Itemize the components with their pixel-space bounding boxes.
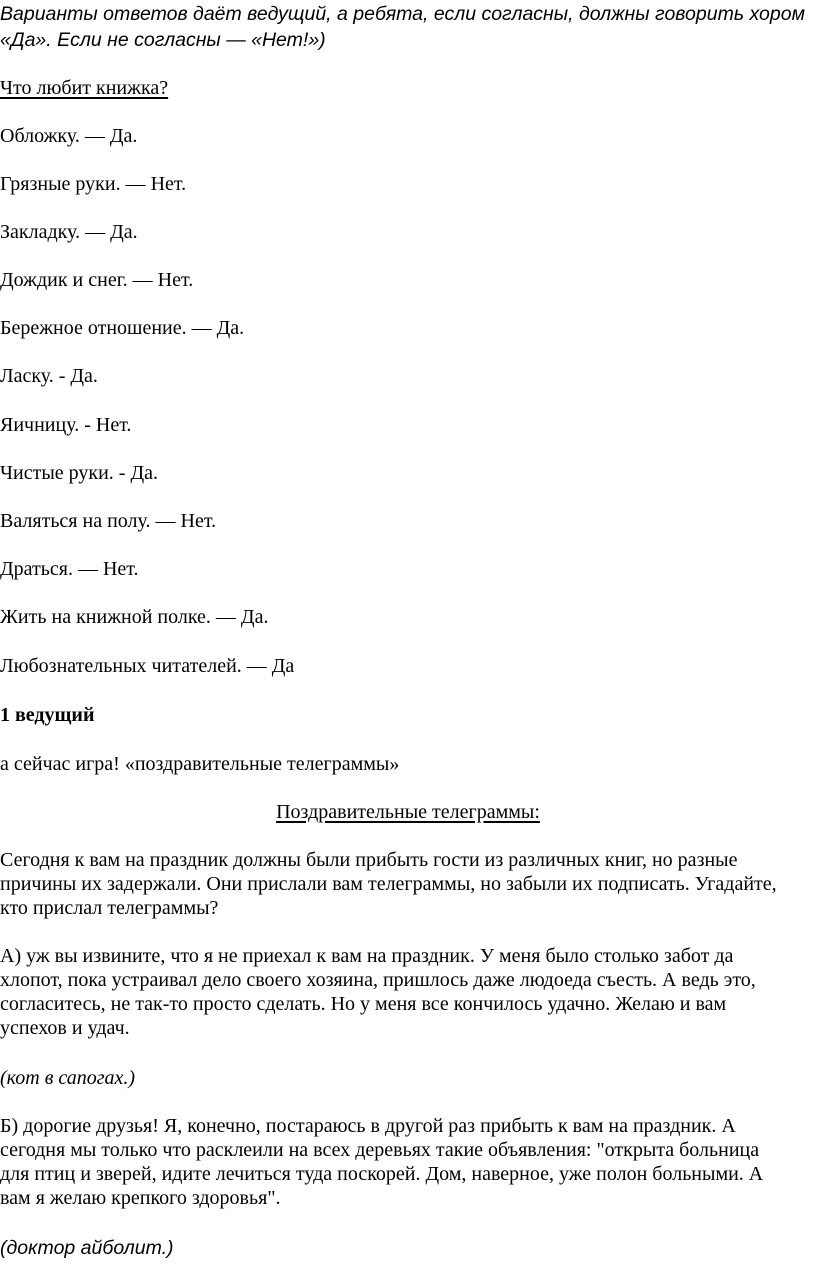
- paragraph-line: сегодня мы только что расклеили на всех деревьях такие объявления: "открыта больница: [0, 1139, 760, 1161]
- answer-item: Обложку. — Да.: [0, 125, 138, 147]
- answer-item: Яичницу. - Нет.: [0, 414, 132, 436]
- answer-item: Любознательных читателей. — Да: [0, 655, 295, 677]
- answer-a: (кот в сапогах.): [0, 1067, 136, 1089]
- answer-item: Бережное отношение. — Да.: [0, 317, 245, 339]
- paragraph-line: успехов и удач.: [0, 1017, 130, 1039]
- intro-line-1: Варианты ответов даёт ведущий, а ребята, если согласны, должны говорить хором: [0, 3, 805, 25]
- answer-item: Жить на книжной полке. — Да.: [0, 606, 269, 628]
- telegram-b-paragraph: [0, 1114, 816, 1210]
- answer-b: (доктор айболит.): [0, 1237, 174, 1259]
- question-heading: Что любит книжка?: [0, 77, 169, 99]
- paragraph-line: Сегодня к вам на праздник должны были прибыть гости из различных книг, но разные: [0, 849, 738, 871]
- paragraph-line: для птиц и зверей, идите лечиться туда поскорей. Дом, наверное, уже полон больными. А: [0, 1163, 764, 1185]
- answer-item: Закладку. — Да.: [0, 221, 138, 243]
- answer-item: Грязные руки. — Нет.: [0, 173, 187, 195]
- paragraph-line: Б) дорогие друзья! Я, конечно, постараюсь в другой раз прибыть к вам на праздник. А: [0, 1115, 736, 1137]
- answer-item: Драться. — Нет.: [0, 558, 139, 580]
- answer-item: Дождик и снег. — Нет.: [0, 269, 194, 291]
- game-announcement: а сейчас игра! «поздравительные телеграммы»: [0, 753, 400, 775]
- answer-item: Ласку. - Да.: [0, 365, 98, 387]
- paragraph-line: хлопот, пока устраивал дело своего хозяина, пришлось даже людоеда съесть. А ведь это,: [0, 969, 756, 991]
- paragraph-line: А) уж вы извините, что я не приехал к вам на праздник. У меня было столько забот да: [0, 945, 734, 967]
- paragraph-line: кто прислал телеграммы?: [0, 897, 219, 919]
- paragraph-line: согласитесь, не так-то просто сделать. Но у меня все кончилось удачно. Желаю и вам: [0, 993, 727, 1015]
- answer-item: Валяться на полу. — Нет.: [0, 510, 217, 532]
- answer-item: Чистые руки. - Да.: [0, 462, 158, 484]
- paragraph-line: вам я желаю крепкого здоровья".: [0, 1187, 281, 1209]
- section-title: Поздравительные телеграммы:: [276, 801, 540, 823]
- telegram-intro-paragraph: [0, 848, 816, 920]
- paragraph-line: причины их задержали. Они прислали вам телеграммы, но забыли их подписать. Угадайте,: [0, 873, 777, 895]
- speaker-label: 1 ведущий: [0, 704, 95, 726]
- intro-line-2: «Да». Если не согласны — «Нет!»): [0, 29, 326, 51]
- telegram-a-paragraph: [0, 944, 816, 1040]
